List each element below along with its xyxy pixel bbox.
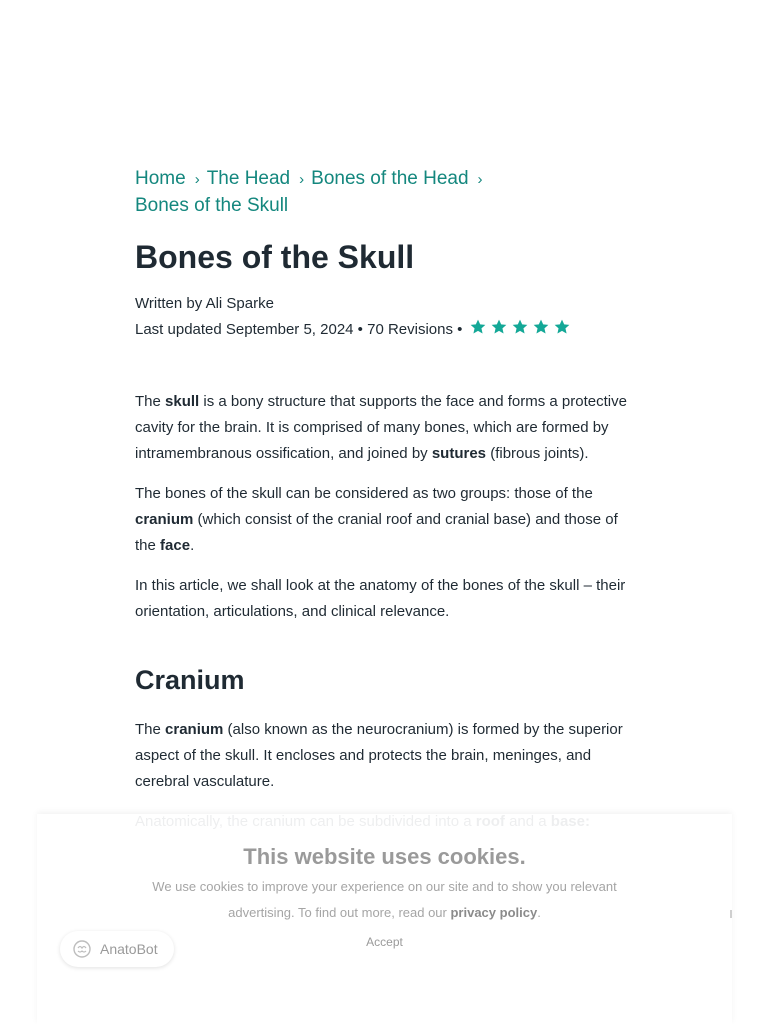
- main-content: [135, 166, 635, 849]
- updated-date: September 5, 2024: [225, 321, 354, 338]
- author-line: Written by Ali Sparke: [135, 295, 274, 312]
- overview-paragraph: In this article, we shall look at the anatomy of the bones of the skull – their orientation, articulations, and clinical relevance.: [135, 577, 626, 620]
- breadcrumb-bones-of-the-skull[interactable]: Bones of the Skull: [135, 195, 289, 216]
- update-line: [135, 317, 635, 345]
- star-icon[interactable]: [490, 318, 508, 336]
- groups-paragraph: The bones of the skull can be considered as two groups: those of the cranium (which consist of the cranial roof and cranial base) and those of the face.: [135, 485, 618, 554]
- anatobot-label: AnatoBot: [100, 941, 158, 957]
- privacy-policy-link[interactable]: privacy policy: [450, 905, 538, 920]
- term-cranium: cranium: [135, 511, 194, 528]
- star-icon[interactable]: [469, 318, 487, 336]
- term-skull: skull: [165, 393, 200, 410]
- term-cranium: cranium: [165, 721, 224, 738]
- star-icon[interactable]: [532, 318, 550, 336]
- cookie-text: We use cookies to improve your experience on our site and to show you relevant advertising. To find out more, read our privacy policy.: [152, 879, 617, 920]
- term-face: face: [160, 537, 191, 554]
- scroll-edge-indicator: [730, 910, 732, 918]
- chevron-right-icon: ›: [477, 171, 483, 188]
- meta-separator: •: [453, 321, 467, 338]
- breadcrumb-bones-of-the-head[interactable]: Bones of the Head: [311, 168, 469, 189]
- rating-stars[interactable]: [469, 318, 574, 345]
- intro-paragraph: The skull is a bony structure that supports the face and forms a protective cavity for the brain. It is comprised of many bones, which are formed by intramembranous ossification, and joined by sutures (fibrous joints).: [135, 393, 627, 462]
- updated-prefix: Last updated: [135, 321, 226, 338]
- cookie-banner: [37, 814, 732, 1024]
- chevron-right-icon: ›: [194, 171, 200, 188]
- cookie-title: This website uses cookies.: [243, 844, 526, 869]
- star-icon[interactable]: [553, 318, 571, 336]
- section-heading-cranium: Cranium: [135, 665, 245, 695]
- star-icon[interactable]: [511, 318, 529, 336]
- chevron-right-icon: ›: [299, 171, 305, 188]
- anatobot-button[interactable]: [60, 931, 174, 967]
- article-body: [135, 389, 635, 835]
- meta-separator: •: [353, 321, 368, 338]
- breadcrumb-the-head[interactable]: The Head: [206, 168, 291, 189]
- breadcrumb-home[interactable]: Home: [135, 168, 186, 189]
- term-sutures: sutures: [431, 445, 487, 462]
- accept-cookies-button[interactable]: Accept: [347, 934, 422, 950]
- page-title: Bones of the Skull: [135, 239, 415, 275]
- breadcrumb: [135, 166, 515, 219]
- brain-icon: [72, 939, 92, 959]
- revisions-link[interactable]: 70 Revisions: [367, 321, 453, 338]
- cranium-paragraph: The cranium (also known as the neurocranium) is formed by the superior aspect of the skull. It encloses and protects the brain, meninges, and cerebral vasculature.: [135, 721, 623, 790]
